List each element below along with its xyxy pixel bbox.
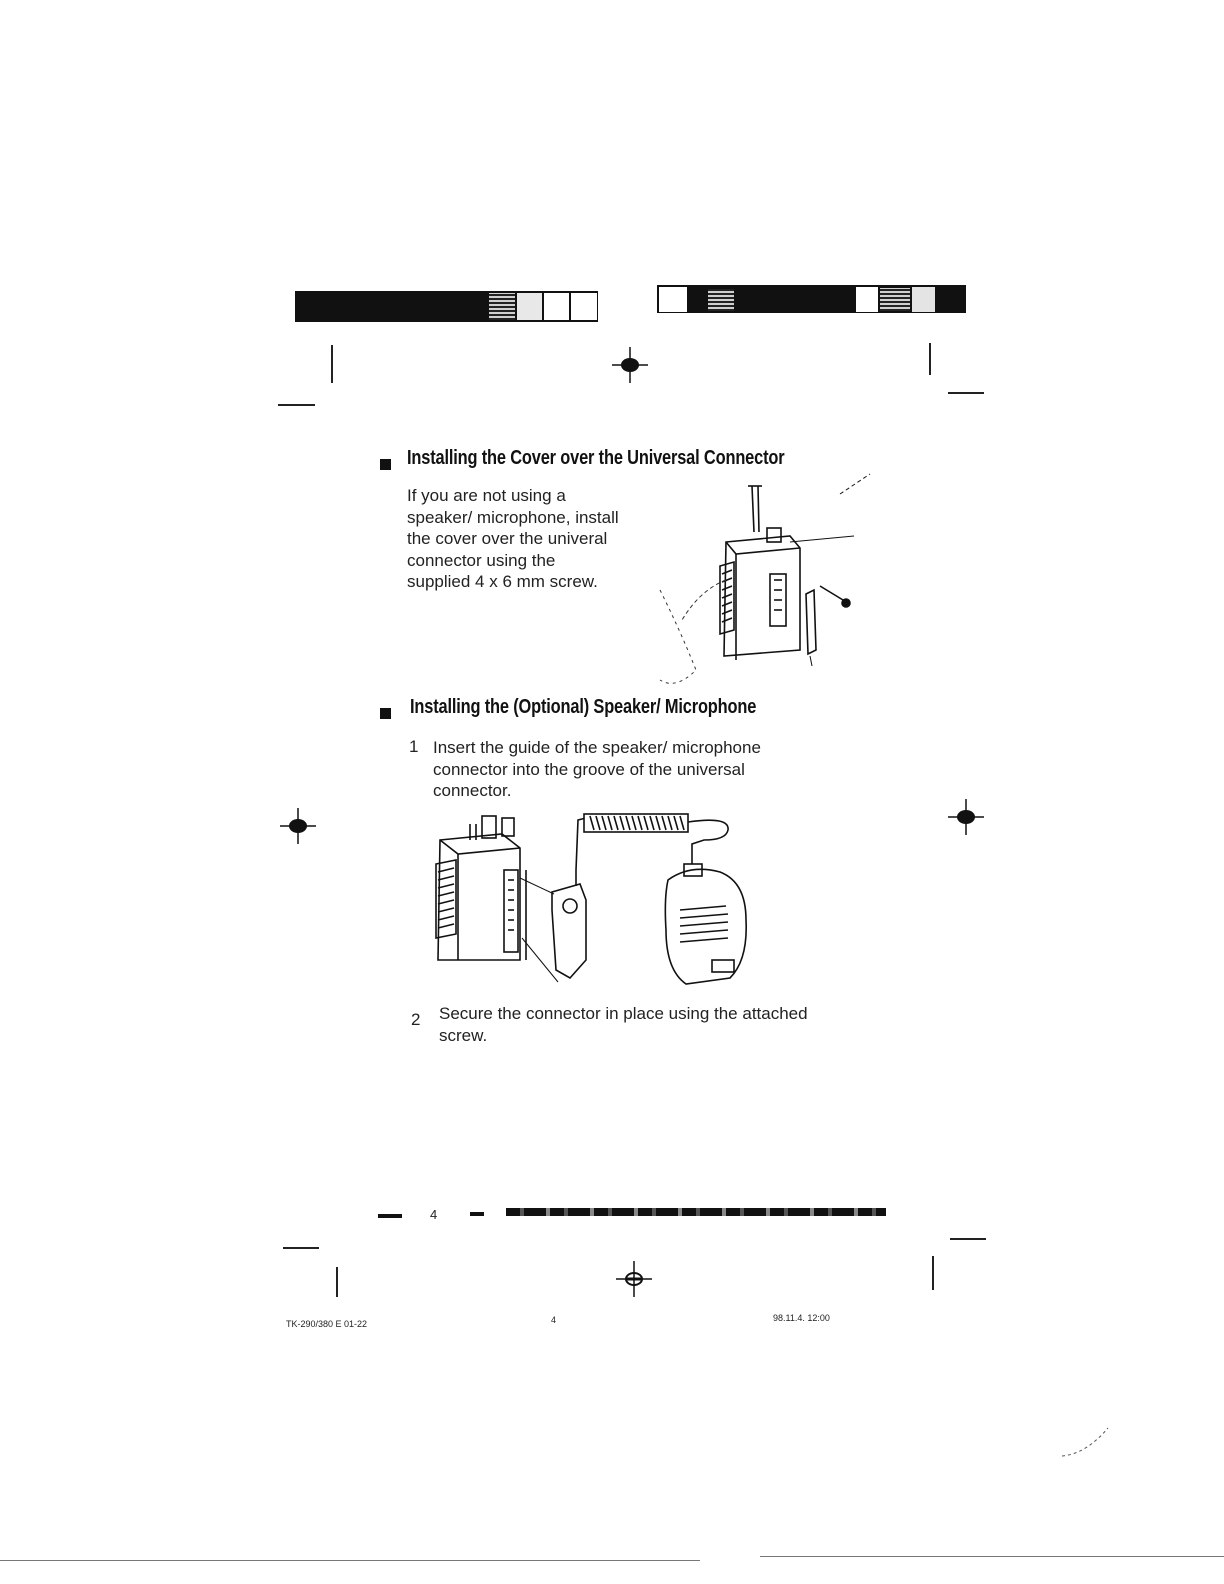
paragraph-line: connector using the	[407, 550, 556, 570]
section-heading-cover: Installing the Cover over the Universal Connector	[407, 447, 785, 469]
page-number: 4	[430, 1207, 438, 1222]
step-2-text	[439, 1003, 808, 1046]
speaker-microphone-illustration	[430, 810, 760, 1000]
registration-mark-icon	[614, 1259, 654, 1299]
step-line: Insert the guide of the speaker/ microphone	[433, 738, 761, 757]
paragraph-line: speaker/ microphone, install	[407, 507, 619, 527]
section-heading-speaker-mic: Installing the (Optional) Speaker/ Microphone	[410, 696, 757, 718]
section-cover-paragraph	[407, 485, 619, 593]
registration-mark-icon	[610, 345, 650, 385]
footer-left: TK-290/380 E 01-22	[286, 1319, 368, 1329]
registration-mark-icon	[278, 806, 318, 846]
section-bullet	[380, 708, 391, 719]
step-number: 1	[409, 737, 419, 756]
paragraph-line: If you are not using a	[407, 486, 566, 505]
radio-cover-illustration	[640, 470, 880, 700]
section-bullet	[380, 459, 391, 470]
paragraph-line: the cover over the univeral	[407, 529, 608, 548]
step-number: 2	[411, 1010, 421, 1029]
step-line: connector into the groove of the universal	[433, 759, 745, 779]
footer-center: 4	[551, 1315, 557, 1325]
step-line: Secure the connector in place using the attached	[439, 1004, 808, 1023]
footer-right: 98.11.4. 12:00	[773, 1313, 830, 1323]
step-line: connector.	[433, 781, 512, 800]
paragraph-line: supplied 4 x 6 mm screw.	[407, 572, 598, 591]
step-1-text	[433, 737, 761, 802]
registration-mark-icon	[946, 797, 986, 837]
step-line: screw.	[439, 1025, 488, 1045]
scan-mark	[1060, 1420, 1120, 1460]
